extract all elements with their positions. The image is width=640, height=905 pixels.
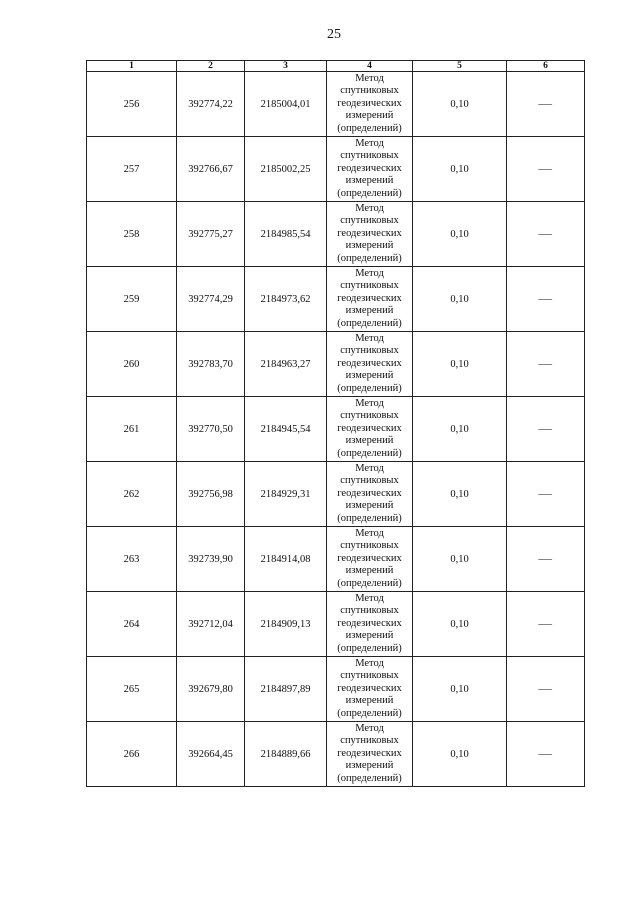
dash-mark: — [538,618,553,630]
table-row [87,202,585,267]
x-coordinate-cell: 392783,70 [177,332,245,397]
note-cell [507,527,585,592]
accuracy-cell: 0,10 [413,657,507,722]
table-row [87,722,585,787]
method-cell: Метод спутниковых геодезических измерений (определений) [327,397,413,462]
table-row [87,657,585,722]
point-number-cell: 264 [87,592,177,657]
method-cell: Метод спутниковых геодезических измерений (определений) [327,202,413,267]
note-cell [507,72,585,137]
x-coordinate-cell: 392756,98 [177,462,245,527]
y-coordinate-cell: 2184897,89 [245,657,327,722]
dash-mark: — [538,358,553,370]
table-body [87,72,585,787]
dash-mark: — [538,553,553,565]
table-row [87,462,585,527]
table-row [87,137,585,202]
accuracy-cell: 0,10 [413,267,507,332]
method-cell: Метод спутниковых геодезических измерений (определений) [327,592,413,657]
method-cell: Метод спутниковых геодезических измерений (определений) [327,657,413,722]
note-cell [507,657,585,722]
x-coordinate-cell: 392774,22 [177,72,245,137]
x-coordinate-cell: 392712,04 [177,592,245,657]
point-number-cell: 257 [87,137,177,202]
y-coordinate-cell: 2184973,62 [245,267,327,332]
table-row [87,72,585,137]
dash-mark: — [538,748,553,760]
method-cell: Метод спутниковых геодезических измерений (определений) [327,462,413,527]
dash-mark: — [538,98,553,110]
y-coordinate-cell: 2184909,13 [245,592,327,657]
note-cell [507,332,585,397]
column-header-6: 6 [507,61,585,72]
page-number: 25 [327,27,341,42]
y-coordinate-cell: 2185002,25 [245,137,327,202]
x-coordinate-cell: 392679,80 [177,657,245,722]
table-row [87,397,585,462]
y-coordinate-cell: 2184889,66 [245,722,327,787]
point-number-cell: 265 [87,657,177,722]
accuracy-cell: 0,10 [413,592,507,657]
point-number-cell: 258 [87,202,177,267]
accuracy-cell: 0,10 [413,722,507,787]
coordinates-table [86,60,585,787]
y-coordinate-cell: 2184985,54 [245,202,327,267]
method-cell: Метод спутниковых геодезических измерений (определений) [327,137,413,202]
note-cell [507,267,585,332]
point-number-cell: 262 [87,462,177,527]
accuracy-cell: 0,10 [413,462,507,527]
table-row [87,592,585,657]
column-header-2: 2 [177,61,245,72]
method-cell: Метод спутниковых геодезических измерений (определений) [327,267,413,332]
note-cell [507,137,585,202]
accuracy-cell: 0,10 [413,332,507,397]
note-cell [507,722,585,787]
accuracy-cell: 0,10 [413,202,507,267]
table-row [87,267,585,332]
dash-mark: — [538,683,553,695]
x-coordinate-cell: 392664,45 [177,722,245,787]
accuracy-cell: 0,10 [413,527,507,592]
point-number-cell: 261 [87,397,177,462]
dash-mark: — [538,488,553,500]
point-number-cell: 256 [87,72,177,137]
column-header-1: 1 [87,61,177,72]
table-row [87,332,585,397]
method-cell: Метод спутниковых геодезических измерений (определений) [327,332,413,397]
y-coordinate-cell: 2184929,31 [245,462,327,527]
x-coordinate-cell: 392774,29 [177,267,245,332]
accuracy-cell: 0,10 [413,397,507,462]
note-cell [507,592,585,657]
point-number-cell: 259 [87,267,177,332]
x-coordinate-cell: 392766,67 [177,137,245,202]
table-header-row [87,61,585,72]
dash-mark: — [538,228,553,240]
column-header-4: 4 [327,61,413,72]
column-header-3: 3 [245,61,327,72]
note-cell [507,397,585,462]
column-header-5: 5 [413,61,507,72]
x-coordinate-cell: 392775,27 [177,202,245,267]
accuracy-cell: 0,10 [413,137,507,202]
method-cell: Метод спутниковых геодезических измерений (определений) [327,722,413,787]
dash-mark: — [538,163,553,175]
y-coordinate-cell: 2184963,27 [245,332,327,397]
x-coordinate-cell: 392739,90 [177,527,245,592]
table-row [87,527,585,592]
point-number-cell: 260 [87,332,177,397]
note-cell [507,462,585,527]
note-cell [507,202,585,267]
point-number-cell: 266 [87,722,177,787]
point-number-cell: 263 [87,527,177,592]
y-coordinate-cell: 2185004,01 [245,72,327,137]
method-cell: Метод спутниковых геодезических измерений (определений) [327,527,413,592]
method-cell: Метод спутниковых геодезических измерений (определений) [327,72,413,137]
y-coordinate-cell: 2184945,54 [245,397,327,462]
y-coordinate-cell: 2184914,08 [245,527,327,592]
dash-mark: — [538,293,553,305]
x-coordinate-cell: 392770,50 [177,397,245,462]
accuracy-cell: 0,10 [413,72,507,137]
dash-mark: — [538,423,553,435]
